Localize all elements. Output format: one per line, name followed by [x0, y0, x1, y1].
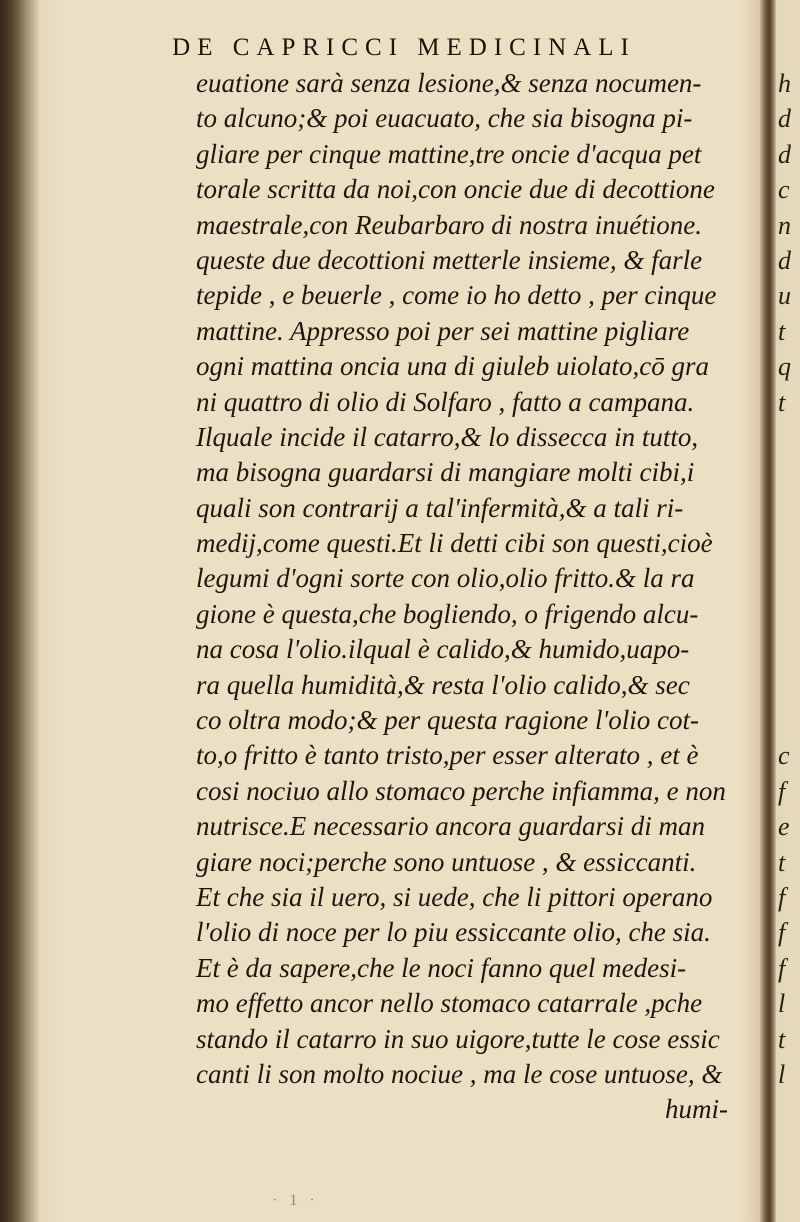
next-page-fragment: e [778, 812, 790, 842]
text-line: nutrisce.E necessario ancora guardarsi di man [196, 811, 705, 842]
next-page-fragment [778, 597, 800, 632]
next-page-fragment [778, 632, 800, 667]
text-line: stando il catarro in suo uigore,tutte le cose essic [196, 1023, 720, 1054]
text-line: torale scritta da noi,con oncie due di decottione [196, 174, 715, 205]
running-head: DE CAPRICCI MEDICINALI [172, 34, 636, 61]
page-edge-shadow [760, 0, 776, 1222]
text-line: Ilquale incide il catarro,& lo dissecca in tutto, [196, 421, 699, 452]
next-page-fragment: l [778, 989, 786, 1019]
text-line: ni quattro di olio di Solfaro , fatto a campana. [196, 386, 695, 417]
text-line: canti li son molto nociue , ma le cose untuose, & [196, 1058, 723, 1089]
book-page [40, 0, 768, 1222]
text-line: maestrale,con Reubarbaro di nostra inuétione. [196, 209, 702, 240]
text-line: l'olio di noce per lo piu essiccante olio, che sia. [196, 917, 711, 948]
next-page-fragment: d [778, 245, 791, 275]
next-page-fragment [778, 491, 800, 526]
text-line: medij,come questi.Et li detti cibi son questi,cioè [196, 528, 713, 559]
text-line: euatione sarà senza lesione,& senza nocumen- [196, 68, 702, 98]
next-page-fragment [778, 561, 800, 596]
next-page-fragment [778, 420, 800, 455]
next-page-fragment [778, 668, 800, 703]
body-text [196, 66, 766, 1128]
signature-mark: · 1 · [272, 1192, 319, 1209]
next-page-fragment: u [778, 281, 791, 311]
text-line: to,o fritto è tanto tristo,per esser alterato , et è [196, 740, 699, 771]
text-line: Et è da sapere,che le noci fanno quel medesi- [196, 952, 687, 983]
text-line: ra quella humidità,& resta l'olio calido,& sec [196, 669, 690, 700]
text-line: gliare per cinque mattine,tre oncie d'acqua pet [196, 138, 702, 169]
next-page-fragment [778, 703, 800, 738]
next-page-fragment: f [778, 953, 786, 983]
text-line: queste due decottioni metterle insieme, & farle [196, 244, 703, 275]
text-line: giare noci;perche sono untuose , & essiccanti. [196, 846, 697, 877]
next-page-fragment: t [778, 387, 786, 417]
text-line: na cosa l'olio.ilqual è calido,& humido,uapo- [196, 634, 690, 665]
next-page-fragment [778, 526, 800, 561]
next-page-fragment: q [778, 352, 791, 382]
text-line: co oltra modo;& per questa ragione l'olio cot- [196, 705, 699, 736]
next-page-fragment: c [778, 741, 790, 771]
text-line: gione è questa,che bogliendo, o frigendo alcu- [196, 598, 699, 629]
next-page-fragment: l [778, 1059, 786, 1089]
text-line: cosi nociuo allo stomaco perche infiamma, e non [196, 775, 726, 806]
next-page-fragment: t [778, 316, 786, 346]
text-line: to alcuno;& poi euacuato, che sia bisogna pi- [196, 103, 693, 134]
next-page-fragment: f [778, 918, 786, 948]
next-page-fragment: d [778, 139, 791, 169]
next-page-fragment: t [778, 847, 786, 877]
text-line: ogni mattina oncia una di giuleb uiolato,cō gra [196, 351, 709, 382]
text-line: mattine. Appresso poi per sei mattine pigliare [196, 315, 690, 346]
next-page-fragment: h [778, 69, 791, 98]
next-page-fragment: f [778, 882, 786, 912]
text-line: Et che sia il uero, si uede, che li pittori operano [196, 881, 713, 912]
text-line: mo effetto ancor nello stomaco catarrale ,pche [196, 988, 703, 1019]
text-line: quali son contrarij a tal'infermità,& a tali ri- [196, 492, 684, 523]
next-page-fragment: d [778, 104, 791, 134]
next-page-fragment: f [778, 776, 786, 806]
next-page-fragment: c [778, 175, 790, 205]
next-page-fragment [778, 455, 800, 490]
text-line: legumi d'ogni sorte con olio,olio fritto.& la ra [196, 563, 695, 594]
text-line: tepide , e beuerle , come io ho detto , per cinque [196, 280, 717, 311]
text-line: humi- [665, 1094, 728, 1125]
next-page-fragment: n [778, 210, 791, 240]
next-page-fragment: t [778, 1024, 786, 1054]
text-line: ma bisogna guardarsi di mangiare molti cibi,i [196, 457, 695, 488]
next-page-edge [778, 66, 800, 1092]
binding-gutter [0, 0, 40, 1222]
